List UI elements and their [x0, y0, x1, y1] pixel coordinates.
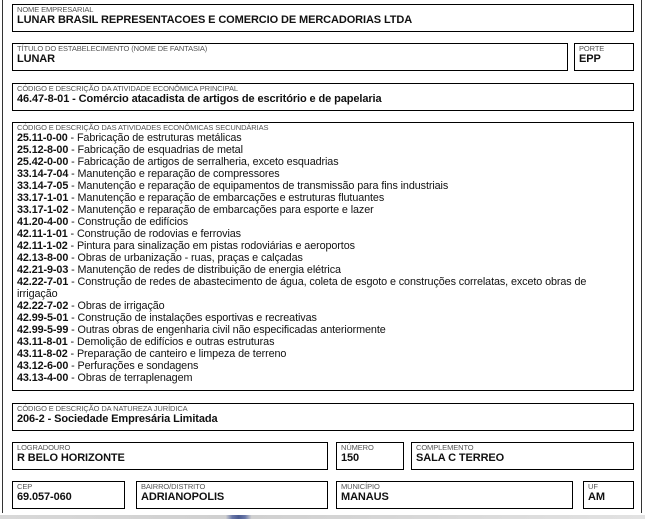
atividade-separator: - [68, 300, 78, 312]
atividade-code: 42.99-5-01 [17, 312, 69, 324]
atividade-description: Demolição de edifícios e outras estruturas [76, 336, 275, 348]
atividade-secundaria-item [17, 144, 629, 156]
atividade-secundaria-item [17, 312, 629, 324]
bairro-label: BAIRRO/DISTRITO [141, 482, 206, 491]
atividade-code: 33.17-1-01 [17, 192, 69, 204]
atividades-secundarias-list [17, 132, 629, 384]
logradouro-value: R BELO HORIZONTE [17, 452, 125, 464]
atividade-separator: - [68, 372, 78, 384]
atividade-principal-label: CÓDIGO E DESCRIÇÃO DA ATIVIDADE ECONÔMICA PRINCIPAL [17, 84, 238, 93]
atividade-separator: - [68, 324, 78, 336]
atividade-secundaria-item [17, 264, 629, 276]
atividade-description: Manutenção e reparação de embarcações e estruturas flutuantes [77, 192, 385, 204]
atividade-separator: - [68, 360, 78, 372]
atividade-secundaria-item [17, 168, 629, 180]
atividade-code: 42.21-9-03 [17, 264, 69, 276]
atividade-separator: - [68, 144, 78, 156]
complemento-value: SALA C TERREO [416, 452, 505, 464]
atividade-separator: - [68, 216, 78, 228]
atividade-code: 43.11-8-01 [17, 336, 68, 348]
cep-value: 69.057-060 [17, 491, 72, 503]
cep-label: CEP [17, 482, 33, 491]
atividade-code: 25.42-0-00 [17, 156, 69, 168]
atividade-code: 42.13-8-00 [17, 252, 69, 264]
atividade-description: Obras de urbanização - ruas, praças e calçadas [77, 252, 303, 264]
atividade-description: Obras de terraplenagem [77, 372, 193, 384]
atividade-description: Outras obras de engenharia civil não especificadas anteriormente [77, 324, 386, 336]
atividades-secundarias-label: CÓDIGO E DESCRIÇÃO DAS ATIVIDADES ECONÔMICAS SECUNDÁRIAS [17, 123, 269, 132]
atividade-secundaria-item [17, 228, 629, 240]
titulo-estabelecimento-value: LUNAR [17, 53, 55, 65]
uf-field [583, 481, 634, 509]
uf-label: UF [588, 482, 598, 491]
atividade-principal-field [12, 83, 634, 111]
numero-field [336, 442, 404, 470]
atividade-separator: - [68, 264, 78, 276]
natureza-juridica-field [12, 403, 634, 431]
atividade-separator: - [68, 276, 78, 288]
atividade-code: 33.14-7-04 [17, 168, 69, 180]
numero-label: NÚMERO [341, 443, 374, 452]
porte-field [574, 43, 634, 71]
atividade-code: 43.12-6-00 [17, 360, 69, 372]
nome-empresarial-label: NOME EMPRESARIAL [17, 5, 94, 14]
atividade-description: Fabricação de esquadrias de metal [77, 144, 243, 156]
atividade-separator: - [67, 132, 77, 144]
atividade-description: Construção de rodovias e ferrovias [76, 228, 241, 240]
atividade-description: Manutenção e reparação de equipamentos de transmissão para fins industriais [77, 180, 449, 192]
atividade-secundaria-item [17, 192, 629, 204]
complemento-field [411, 442, 634, 470]
atividade-code: 43.11-8-02 [17, 348, 68, 360]
titulo-estabelecimento-label: TÍTULO DO ESTABELECIMENTO (NOME DE FANTASIA) [17, 44, 208, 53]
nome-empresarial-value: LUNAR BRASIL REPRESENTACOES E COMERCIO DE MERCADORIAS LTDA [17, 14, 413, 26]
municipio-value: MANAUS [341, 491, 389, 503]
atividade-code: 25.12-8-00 [17, 144, 69, 156]
logradouro-field [12, 442, 328, 470]
atividade-separator: - [68, 252, 78, 264]
municipio-label: MUNICÍPIO [341, 482, 380, 491]
atividade-secundaria-item [17, 132, 629, 144]
atividade-description: Fabricação de estruturas metálicas [76, 132, 242, 144]
logradouro-label: LOGRADOURO [17, 443, 71, 452]
porte-label: PORTE [579, 44, 605, 53]
atividade-secundaria-item [17, 156, 629, 168]
atividade-description: Manutenção e reparação de embarcações para esporte e lazer [77, 204, 374, 216]
atividade-description: Construção de edifícios [77, 216, 189, 228]
titulo-estabelecimento-field [12, 43, 568, 71]
atividade-description: Construção de redes de abastecimento de água, coleta de esgoto e construções correlatas, exceto obras de irrigação [17, 276, 587, 300]
bairro-value: ADRIANOPOLIS [141, 491, 225, 503]
complemento-label: COMPLEMENTO [416, 443, 474, 452]
atividade-separator: - [68, 312, 78, 324]
atividade-separator: - [68, 204, 78, 216]
atividade-secundaria-item [17, 240, 629, 252]
atividade-code: 42.22-7-01 [17, 276, 69, 288]
atividade-secundaria-item [17, 372, 629, 384]
uf-value: AM [588, 491, 605, 503]
atividade-separator: - [68, 156, 78, 168]
porte-value: EPP [579, 53, 601, 65]
atividade-secundaria-item [17, 336, 629, 348]
nome-empresarial-field [12, 4, 634, 32]
atividade-separator: - [67, 228, 77, 240]
atividade-secundaria-item [17, 360, 629, 372]
atividade-separator: - [68, 168, 78, 180]
atividade-description: Preparação de canteiro e limpeza de terreno [76, 348, 287, 360]
atividade-separator: - [67, 348, 77, 360]
window-bottom-edge [0, 515, 645, 519]
cep-field [12, 481, 125, 509]
natureza-juridica-label: CÓDIGO E DESCRIÇÃO DA NATUREZA JURÍDICA [17, 404, 188, 413]
atividade-description: Perfurações e sondagens [77, 360, 199, 372]
atividade-separator: - [68, 180, 78, 192]
atividade-secundaria-item [17, 180, 629, 192]
atividade-code: 42.11-1-01 [17, 228, 68, 240]
atividade-code: 42.99-5-99 [17, 324, 69, 336]
municipio-field [336, 481, 573, 509]
atividade-description: Fabricação de artigos de serralheria, exceto esquadrias [77, 156, 339, 168]
atividade-separator: - [68, 192, 78, 204]
atividade-secundaria-item [17, 300, 629, 312]
atividade-description: Manutenção de redes de distribuição de energia elétrica [77, 264, 341, 276]
atividade-secundaria-item [17, 276, 629, 300]
atividade-code: 42.22-7-02 [17, 300, 69, 312]
atividade-code: 41.20-4-00 [17, 216, 69, 228]
atividades-secundarias-field [12, 122, 634, 391]
atividade-secundaria-item [17, 216, 629, 228]
atividade-code: 33.17-1-02 [17, 204, 69, 216]
bairro-field [136, 481, 328, 509]
atividade-description: Construção de instalações esportivas e recreativas [77, 312, 317, 324]
atividade-code: 43.13-4-00 [17, 372, 69, 384]
atividade-secundaria-item [17, 348, 629, 360]
atividade-secundaria-item [17, 204, 629, 216]
atividade-separator: - [67, 336, 77, 348]
atividade-code: 25.11-0-00 [17, 132, 68, 144]
atividade-secundaria-item [17, 252, 629, 264]
natureza-juridica-value: 206-2 - Sociedade Empresária Limitada [17, 413, 218, 425]
atividade-description: Obras de irrigação [77, 300, 165, 312]
atividade-principal-value: 46.47-8-01 - Comércio atacadista de artigos de escritório e de papelaria [17, 93, 382, 105]
atividade-code: 42.11-1-02 [17, 240, 68, 252]
atividade-description: Pintura para sinalização em pistas rodoviárias e aeroportos [76, 240, 355, 252]
atividade-code: 33.14-7-05 [17, 180, 69, 192]
atividade-description: Manutenção e reparação de compressores [77, 168, 280, 180]
numero-value: 150 [341, 452, 360, 464]
atividade-separator: - [67, 240, 77, 252]
atividade-secundaria-item [17, 324, 629, 336]
